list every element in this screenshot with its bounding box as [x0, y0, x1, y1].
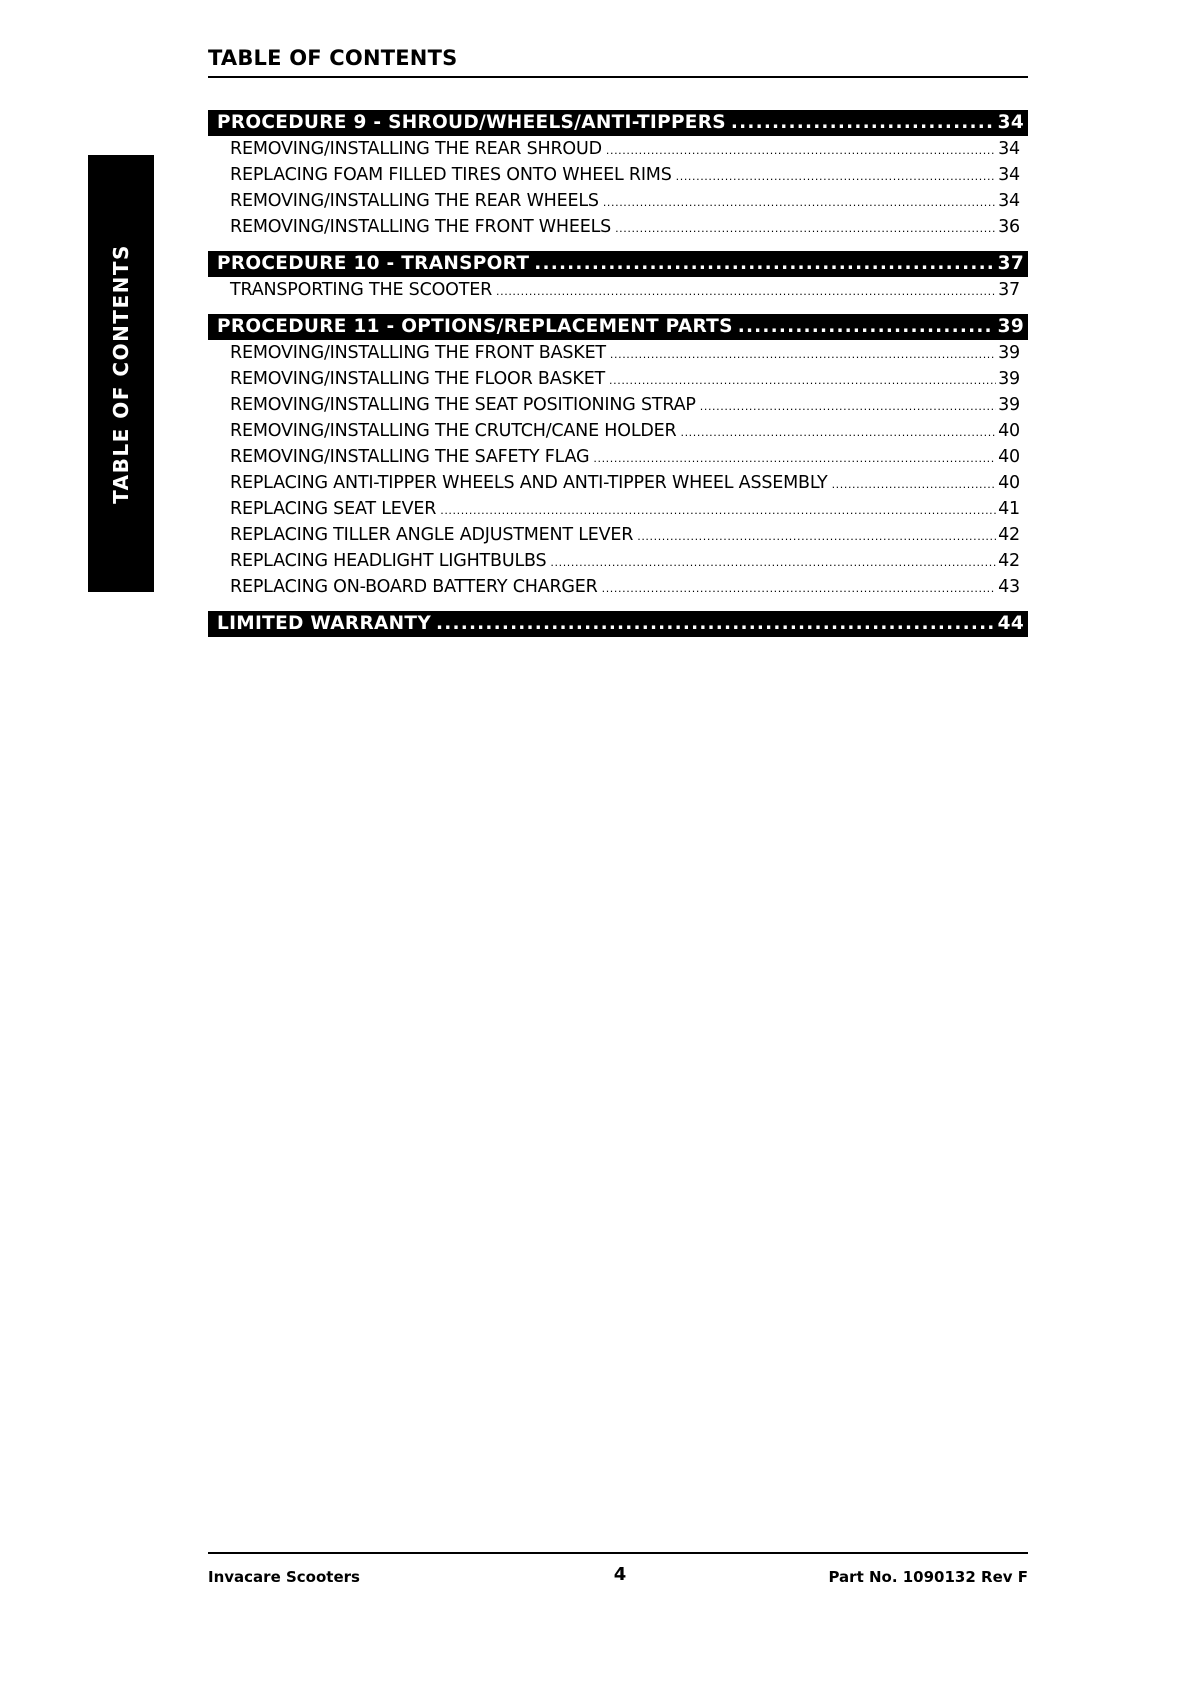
toc-entry[interactable] [208, 470, 1028, 496]
entry-title: REPLACING ON-BOARD BATTERY CHARGER [230, 577, 598, 597]
dot-leader [680, 420, 996, 444]
dot-leader [676, 164, 997, 188]
toc-entry[interactable] [208, 136, 1028, 162]
dot-leader [700, 394, 996, 418]
entry-page-number: 34 [998, 139, 1020, 159]
entry-title: REMOVING/INSTALLING THE REAR WHEELS [230, 191, 599, 211]
dot-leader [593, 446, 996, 470]
entry-page-number: 41 [998, 499, 1020, 519]
dot-leader [637, 524, 996, 548]
entry-title: REMOVING/INSTALLING THE FRONT BASKET [230, 343, 606, 363]
table-of-contents [208, 110, 1028, 648]
dot-leader [602, 576, 997, 600]
section-title: PROCEDURE 10 - TRANSPORT [217, 253, 530, 274]
entry-title: REMOVING/INSTALLING THE FLOOR BASKET [230, 369, 606, 389]
toc-section-header[interactable] [208, 110, 1028, 136]
dot-leader [606, 138, 996, 162]
dot-leader [496, 279, 996, 303]
entry-title: REPLACING SEAT LEVER [230, 499, 437, 519]
toc-entry[interactable] [208, 366, 1028, 392]
entry-title: REMOVING/INSTALLING THE REAR SHROUD [230, 139, 602, 159]
toc-section [208, 251, 1028, 303]
toc-entry[interactable] [208, 444, 1028, 470]
toc-section [208, 314, 1028, 600]
section-title: LIMITED WARRANTY [217, 613, 432, 634]
dot-leader [738, 314, 993, 340]
entry-title: REMOVING/INSTALLING THE FRONT WHEELS [230, 217, 612, 237]
section-page-number: 37 [997, 253, 1024, 274]
toc-section-header[interactable] [208, 314, 1028, 340]
toc-entry[interactable] [208, 188, 1028, 214]
dot-leader [609, 368, 996, 392]
dot-leader [603, 190, 996, 214]
toc-entry[interactable] [208, 418, 1028, 444]
entry-title: REPLACING TILLER ANGLE ADJUSTMENT LEVER [230, 525, 634, 545]
entry-page-number: 39 [998, 369, 1020, 389]
section-title: PROCEDURE 11 - OPTIONS/REPLACEMENT PARTS [217, 316, 733, 337]
entry-page-number: 39 [998, 395, 1020, 415]
dot-leader [440, 498, 996, 522]
dot-leader [615, 216, 996, 240]
toc-entry[interactable] [208, 162, 1028, 188]
section-title: PROCEDURE 9 - SHROUD/WHEELS/ANTI-TIPPERS [217, 112, 726, 133]
entry-page-number: 40 [998, 421, 1020, 441]
toc-section [208, 110, 1028, 240]
dot-leader [436, 611, 993, 637]
entry-page-number: 42 [998, 551, 1020, 571]
toc-section [208, 611, 1028, 637]
entry-title: REPLACING FOAM FILLED TIRES ONTO WHEEL RIMS [230, 165, 672, 185]
page-title: TABLE OF CONTENTS [208, 46, 458, 70]
entry-title: REMOVING/INSTALLING THE SAFETY FLAG [230, 447, 590, 467]
toc-entry[interactable] [208, 340, 1028, 366]
footer-page-number: 4 [613, 1564, 627, 1585]
entry-page-number: 42 [998, 525, 1020, 545]
entry-page-number: 36 [998, 217, 1020, 237]
entry-page-number: 40 [998, 473, 1020, 493]
footer-part-number: Part No. 1090132 Rev F [828, 1568, 1028, 1586]
entry-title: REPLACING HEADLIGHT LIGHTBULBS [230, 551, 547, 571]
entry-page-number: 34 [998, 165, 1020, 185]
entry-title: REPLACING ANTI-TIPPER WHEELS AND ANTI-TIPPER WHEEL ASSEMBLY [230, 473, 828, 493]
entry-title: REMOVING/INSTALLING THE SEAT POSITIONING STRAP [230, 395, 696, 415]
footer-brand: Invacare Scooters [208, 1568, 360, 1586]
toc-entry[interactable] [208, 392, 1028, 418]
section-page-number: 39 [997, 316, 1024, 337]
toc-section-header[interactable] [208, 251, 1028, 277]
entry-page-number: 39 [998, 343, 1020, 363]
toc-entry[interactable] [208, 277, 1028, 303]
entry-page-number: 34 [998, 191, 1020, 211]
dot-leader [610, 342, 996, 366]
entry-title: TRANSPORTING THE SCOOTER [230, 280, 493, 300]
toc-entry[interactable] [208, 522, 1028, 548]
section-page-number: 44 [997, 613, 1024, 634]
footer-divider [208, 1552, 1028, 1554]
dot-leader [534, 251, 992, 277]
entry-title: REMOVING/INSTALLING THE CRUTCH/CANE HOLDER [230, 421, 677, 441]
toc-entry[interactable] [208, 548, 1028, 574]
entry-page-number: 43 [998, 577, 1020, 597]
side-tab-label: TABLE OF CONTENTS [109, 243, 133, 504]
toc-entry[interactable] [208, 496, 1028, 522]
entry-page-number: 37 [998, 280, 1020, 300]
dot-leader [731, 110, 993, 136]
dot-leader [550, 550, 996, 574]
dot-leader [832, 472, 997, 496]
section-page-number: 34 [997, 112, 1024, 133]
side-tab [88, 155, 154, 592]
toc-entry[interactable] [208, 574, 1028, 600]
toc-section-header[interactable] [208, 611, 1028, 637]
title-divider [208, 76, 1028, 78]
toc-entry[interactable] [208, 214, 1028, 240]
entry-page-number: 40 [998, 447, 1020, 467]
